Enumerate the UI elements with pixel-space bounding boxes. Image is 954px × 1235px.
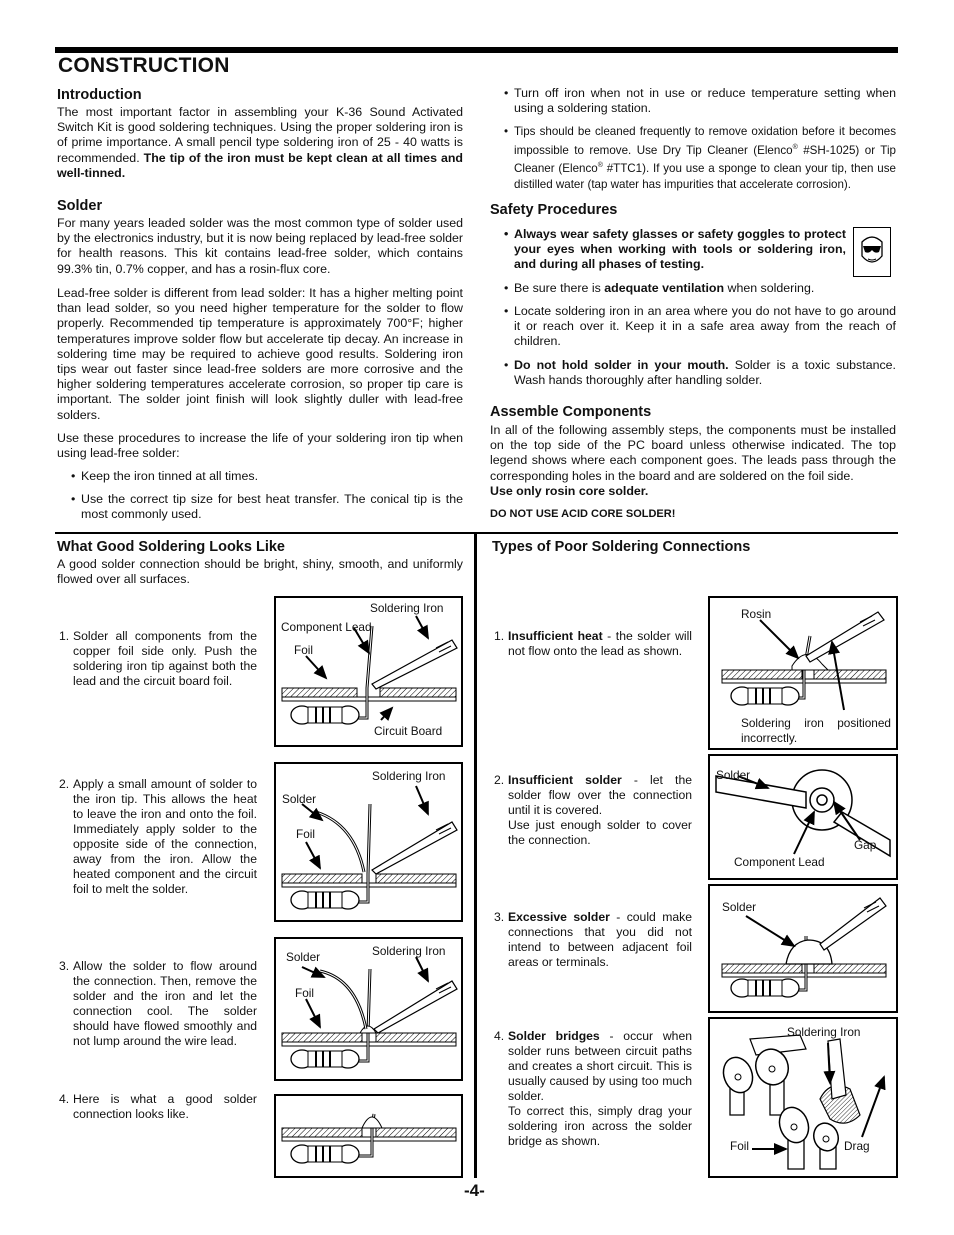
label-circuit-board: Circuit Board [374,724,443,738]
column-divider [474,533,477,1178]
label-soldering-iron: Soldering Iron [370,601,444,615]
safety-bullet-4: • Do not hold solder in your mouth. Solder is a toxic substance. Wash hands thoroughly after handling solder. [504,358,897,388]
good-step-3: 3. Allow the solder to flow around the connection. Then, remove the solder and the iron and let the connection cool. The solder should have flowed smoothly and not lump around the wire lead. [59,959,257,1048]
poor-soldering-heading: Types of Poor Soldering Connections [492,539,751,555]
solder-bullet-1: • Keep the iron tinned at all times. [71,469,259,483]
page-number: -4- [464,1181,485,1200]
label-soldering-iron: Soldering Iron [787,1025,861,1039]
poor-step-1: 1. Insufficient heat - the solder will not flow onto the lead as shown. [494,629,692,658]
label-foil: Foil [294,643,314,657]
poor-figure-3 [708,884,898,1013]
poor-step-3: 3. Excessive solder - could make connections that you did not intend to between adjacent foil areas or terminals. [494,910,692,969]
safety-bullet-2: • Be sure there is adequate ventilation when soldering. [504,281,815,295]
right-bullet-1: • Turn off iron when not in use or reduce temperature setting when using a soldering station. [504,86,896,116]
label-component-lead: Component Lead [734,855,825,869]
label-component-lead: Component Lead [281,620,372,634]
good-figure-4 [274,1094,463,1178]
good-figure-2 [274,762,463,922]
solder-paragraph-3: Use these procedures to increase the life of your soldering iron tip when using lead-free solder: [57,431,463,461]
good-soldering-intro: A good solder connection should be bright, shiny, smooth, and uniformly flowed over all surfaces. [57,557,463,587]
poor-step-2: 2. Insufficient solder - let the solder flow over the connection until it is covered. Use just enough solder to cover the connection. [494,773,692,847]
solder-paragraph-1: For many years leaded solder was the most common type of solder used by the electronics industry, but it is now being replaced by lead-free solder for health reasons. This kit contains lead-free solder, which contains 99.3% tin, 0.7% copper, and has a rosin-flux core. [57,216,463,276]
label-foil: Foil [295,986,315,1000]
label-soldering-iron: Soldering Iron [372,769,446,783]
label-solder: Solder [716,768,751,782]
label-solder: Solder [722,900,757,914]
intro-heading: Introduction [57,87,142,103]
label-soldering-iron: Soldering Iron [372,944,446,958]
label-solder: Solder [286,950,321,964]
assemble-paragraph: In all of the following assembly steps, the components must be installed on the top side of the PC board unless otherwise indicated. The top legend shows where each component goes. The leads pass through the corresponding holes in the board and are soldered on the foil side. Use only rosin core solder. [490,423,896,498]
poor-step-4: 4. Solder bridges - occur when solder runs between circuit paths and creates a short circuit. This is usually caused by using too much solder. To correct this, simply drag your soldering iron across the solder bridge as shown. [494,1029,692,1148]
safety-bullet-3: • Locate soldering iron in an area where you do not have to go around it or reach over it. Keep it in a safe area away from the reach of children. [504,304,896,349]
poor-figure-4 [708,1017,898,1178]
poor-figure-1 [708,596,898,750]
page-title: CONSTRUCTION [58,54,230,77]
label-drag: Drag [844,1139,870,1153]
label-foil: Foil [296,827,316,841]
label-rosin: Rosin [741,607,772,621]
poor-figure-2 [708,754,898,880]
good-step-2: 2. Apply a small amount of solder to the iron tip. This allows the heat to leave the iron and onto the foil. Immediately apply solder to the opposite side of the connection, away from the iron. Allow the heated component and the circuit foil to melt the solder. [59,777,257,896]
safety-bullet-1: • Always wear safety glasses or safety goggles to protect your eyes when working with tools or soldering iron, and during all phases of testing. [504,227,846,272]
good-step-4: 4. Here is what a good solder connection looks like. [59,1092,257,1121]
intro-paragraph: The most important factor in assembling your K-36 Sound Activated Switch Kit is good soldering techniques. Using the proper soldering iron is of prime importance. A small pencil type soldering iron of 25 - 40 watts is recommended. The tip of the iron must be kept clean at all times and well-tinned. [57,105,463,180]
label-iron-positioned: Soldering iron positioned incorrectly. [741,716,891,745]
label-foil: Foil [730,1139,750,1153]
assemble-heading: Assemble Components [490,404,652,420]
good-figure-1 [274,596,463,747]
label-solder: Solder [282,792,317,806]
right-bullet-2: • Tips should be cleaned frequently to remove oxidation before it becomes impossible to remove. Use Dry Tip Cleaner (Elenco® #SH-1025) or Tip Cleaner (Elenco® #TTC1). If you use a sponge to clean your tip, then use distilled water (tap water has impurities that accelerate corrosion). [504,125,896,191]
good-figure-3 [274,937,463,1081]
label-gap: Gap [854,838,877,852]
safety-goggles-icon [853,227,891,277]
safety-heading: Safety Procedures [490,202,618,218]
solder-bullet-2: • Use the correct tip size for best heat transfer. The conical tip is the most commonly used. [71,492,463,522]
solder-paragraph-2: Lead-free solder is different from lead solder: It has a higher melting point than lead solder, so you need higher temperature for the solder to flow properly. Recommended tip temperature is approximately 700°F; higher temperatures improve solder flow but accelerate tip decay. An increase in soldering time may be required to achieve good results. Soldering iron tips wear out faster since lead-free solders are more corrosive and the higher soldering temperatures accelerate corrosion, so proper tip care is important. The solder joint finish will look slightly duller with lead-free solders. [57,286,463,422]
good-step-1: 1. Solder all components from the copper foil side only. Push the soldering iron tip against both the lead and the circuit board foil. [59,629,257,688]
top-rule [55,47,898,53]
good-soldering-heading: What Good Soldering Looks Like [57,539,285,555]
acid-core-warning: DO NOT USE ACID CORE SOLDER! [490,508,676,520]
solder-heading: Solder [57,198,103,214]
